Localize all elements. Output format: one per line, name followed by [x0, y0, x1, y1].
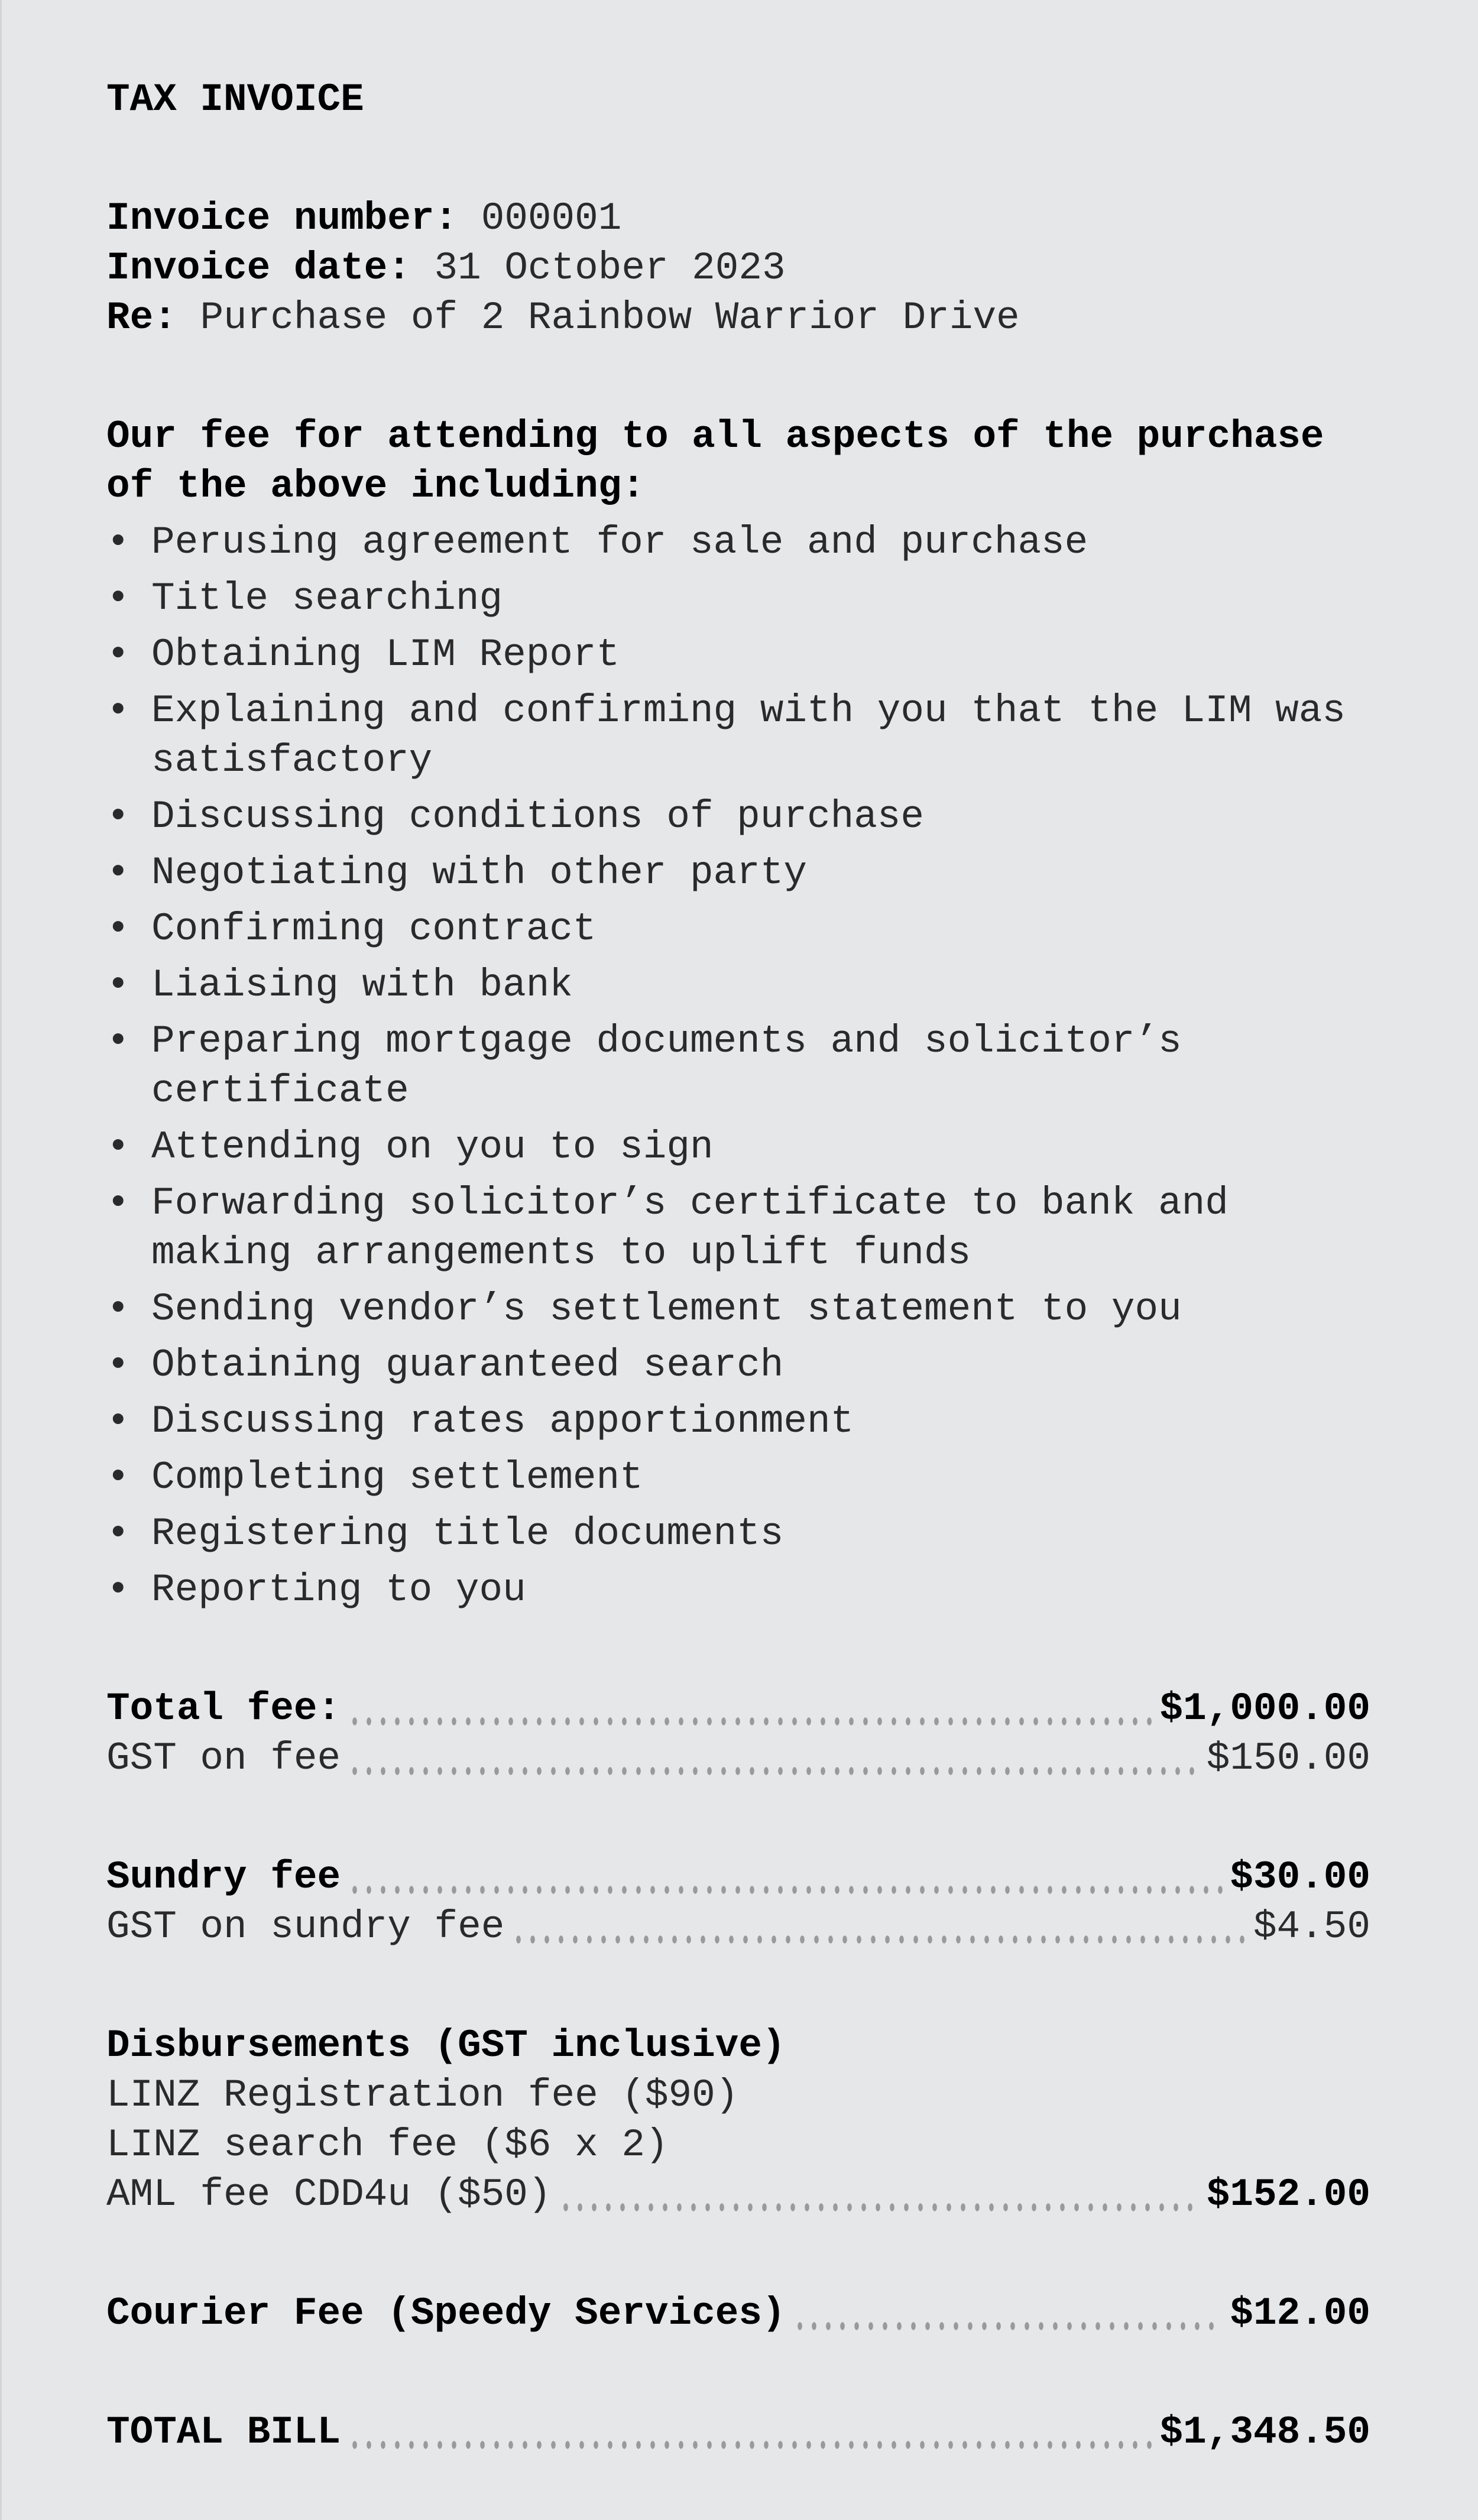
bullet-icon: • [106, 1125, 130, 1169]
invoice-number: 000001 [481, 196, 622, 241]
sundry-fee-amount: $30.00 [1230, 1855, 1370, 1899]
list-item [106, 1397, 1370, 1447]
total-bill-row [106, 2408, 1370, 2457]
list-item-text: Negotiating with other party [151, 851, 807, 895]
bullet-icon: • [106, 576, 130, 621]
disbursements-heading: Disbursements (GST inclusive) [106, 2023, 786, 2068]
list-item-text: Reporting to you [151, 1568, 526, 1612]
courier-fee-label: Courier Fee (Speedy Services) [106, 2291, 786, 2336]
list-item [106, 1565, 1370, 1615]
gst-fee-row [106, 1734, 1370, 1783]
bullet-icon: • [106, 851, 130, 895]
courier-fee-amount: $12.00 [1230, 2291, 1370, 2336]
dot-leader [348, 1767, 1200, 1775]
gst-fee-label: GST on fee [106, 1736, 341, 1780]
list-item [106, 904, 1370, 954]
gst-sundry-label: GST on sundry fee [106, 1905, 505, 1949]
bullet-icon: • [106, 963, 130, 1007]
list-item-text: Confirming contract [151, 907, 597, 951]
list-item [106, 630, 1370, 680]
total-bill-label: TOTAL BILL [106, 2410, 341, 2454]
total-fee-label: Total fee: [106, 1687, 341, 1731]
bullet-icon: • [106, 1512, 130, 1556]
dot-leader [793, 2322, 1223, 2330]
disbursement-item: LINZ search fee ($6 x 2) [106, 2123, 669, 2167]
gst-fee-amount: $150.00 [1206, 1736, 1370, 1780]
gst-sundry-row [106, 1902, 1370, 1952]
list-item-text: Liaising with bank [151, 963, 573, 1007]
bullet-icon: • [106, 1181, 130, 1225]
courier-fee-row [106, 2289, 1370, 2339]
list-item-text: Forwarding solicitor’s certificate to bank and making arrangements to uplift funds [151, 1181, 1229, 1275]
invoice-number-label: Invoice number: [106, 196, 458, 241]
dot-leader [511, 1935, 1246, 1944]
list-item [106, 1453, 1370, 1503]
list-item-text: Obtaining LIM Report [151, 633, 620, 677]
list-item [106, 848, 1370, 898]
dot-leader [348, 2441, 1152, 2449]
re-value: Purchase of 2 Rainbow Warrior Drive [200, 296, 1020, 340]
bullet-icon: • [106, 633, 130, 677]
sundry-fee-row [106, 1853, 1370, 1902]
invoice-title: TAX INVOICE [106, 77, 364, 122]
bullet-icon: • [106, 1343, 130, 1387]
bullet-icon: • [106, 689, 130, 733]
bullet-icon: • [106, 907, 130, 951]
list-item-text: Attending on you to sign [151, 1125, 714, 1169]
disbursement-item: LINZ Registration fee ($90) [106, 2073, 739, 2117]
list-item-text: Discussing rates apportionment [151, 1399, 854, 1444]
dot-leader [348, 1717, 1152, 1726]
bullet-icon: • [106, 1287, 130, 1331]
list-item-text: Registering title documents [151, 1512, 784, 1556]
list-item [106, 1285, 1370, 1334]
list-item-text: Preparing mortgage documents and solicitor’s certificate [151, 1019, 1182, 1113]
list-item-text: Completing settlement [151, 1455, 643, 1500]
list-item [106, 961, 1370, 1010]
list-item [106, 1341, 1370, 1390]
disbursement-item: AML fee CDD4u ($50) [106, 2172, 552, 2217]
disbursement-total-row [106, 2170, 1370, 2220]
list-item [106, 1123, 1370, 1172]
invoice-date-label: Invoice date: [106, 246, 411, 290]
services-list [106, 518, 1370, 1615]
bullet-icon: • [106, 1399, 130, 1444]
disbursements [106, 2021, 1370, 2220]
fee-intro: Our fee for attending to all aspects of the purchase of the above including: [106, 414, 1348, 508]
list-item-text: Perusing agreement for sale and purchase [151, 520, 1088, 565]
list-item-text: Explaining and confirming with you that the LIM was satisfactory [151, 689, 1346, 783]
list-item [106, 518, 1370, 567]
list-item-text: Title searching [151, 576, 503, 621]
list-item [106, 1017, 1370, 1116]
bullet-icon: • [106, 1019, 130, 1063]
total-fee-row [106, 1684, 1370, 1734]
bullet-icon: • [106, 1455, 130, 1500]
list-item-text: Sending vendor’s settlement statement to you [151, 1287, 1182, 1331]
invoice-document [106, 75, 1370, 2457]
dot-leader [559, 2203, 1200, 2211]
invoice-date: 31 October 2023 [434, 246, 786, 290]
list-item [106, 686, 1370, 786]
total-fee-amount: $1,000.00 [1159, 1687, 1370, 1731]
list-item [106, 574, 1370, 624]
list-item [106, 1509, 1370, 1559]
total-bill-amount: $1,348.50 [1159, 2410, 1370, 2454]
list-item [106, 1179, 1370, 1278]
sundry-fee-label: Sundry fee [106, 1855, 341, 1899]
disbursements-amount: $152.00 [1206, 2172, 1370, 2217]
invoice-meta [106, 194, 1370, 343]
dot-leader [348, 1886, 1223, 1894]
bullet-icon: • [106, 794, 130, 839]
list-item-text: Obtaining guaranteed search [151, 1343, 784, 1387]
list-item-text: Discussing conditions of purchase [151, 794, 925, 839]
re-label: Re: [106, 296, 177, 340]
gst-sundry-amount: $4.50 [1253, 1905, 1370, 1949]
list-item [106, 792, 1370, 842]
bullet-icon: • [106, 1568, 130, 1612]
bullet-icon: • [106, 520, 130, 565]
